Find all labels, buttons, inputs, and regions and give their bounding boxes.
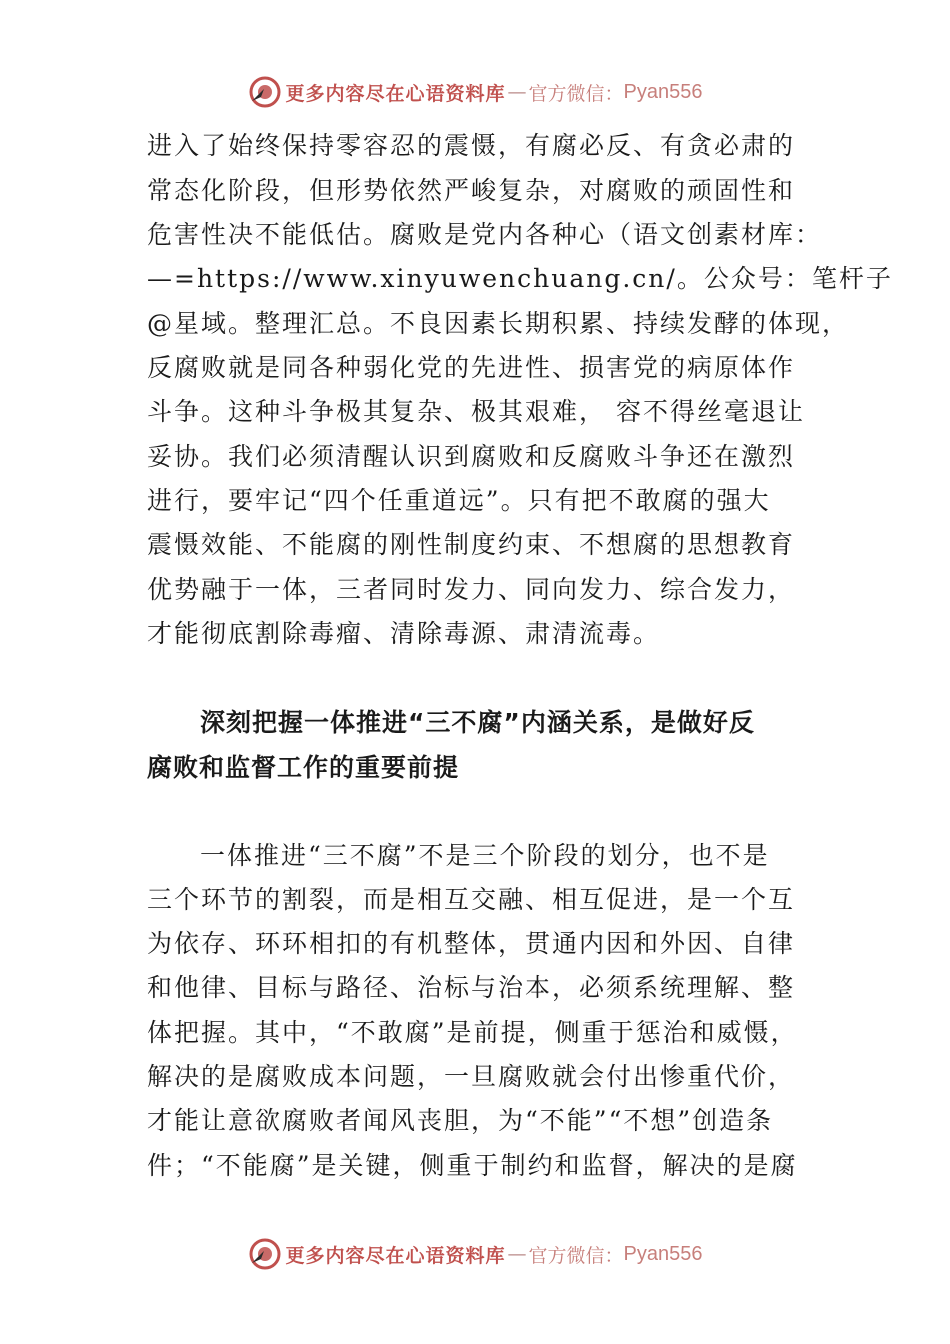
watermark-dash: — <box>507 81 527 103</box>
text-line: 进入了始终保持零容忍的震慑，有腐必反、有贪必肃的 <box>147 131 796 160</box>
watermark-sub-text: 官方微信： <box>528 82 624 105</box>
text-line: 反腐败就是同各种弱化党的先进性、损害党的病原体作 <box>147 353 796 382</box>
text-line: 解决的是腐败成本问题，一旦腐败就会付出惨重代价， <box>147 1062 796 1091</box>
brand-logo-icon <box>248 75 282 109</box>
text-line: 危害性决不能低估。腐败是党内各种心（语文创素材库： <box>147 220 823 249</box>
heading-line: 腐败和监督工作的重要前提 <box>147 753 460 782</box>
text-line: 件；“不能腐”是关键，侧重于制约和监督，解决的是腐 <box>147 1151 798 1180</box>
watermark-main-text: 更多内容尽在心语资料库 <box>285 1244 506 1267</box>
text-line: 和他律、目标与路径、治标与治本，必须系统理解、整 <box>147 973 796 1002</box>
text-line: 震慑效能、不能腐的刚性制度约束、不想腐的思想教育 <box>147 530 796 559</box>
text-line: 妥协。我们必须清醒认识到腐败和反腐败斗争还在激烈 <box>147 442 796 471</box>
watermark-dash: — <box>507 1243 527 1265</box>
text-line: 斗争。这种斗争极其复杂、极其艰难， 容不得丝毫退让 <box>147 397 805 426</box>
text-line: 常态化阶段，但形势依然严峻复杂，对腐败的顽固性和 <box>147 176 796 205</box>
text-line: 才能彻底割除毒瘤、清除毒源、肃清流毒。 <box>147 619 661 648</box>
text-line: 才能让意欲腐败者闻风丧胆，为“不能”“不想”创造条 <box>147 1106 774 1135</box>
text-line: @星域。整理汇总。不良因素长期积累、持续发酵的体现， <box>147 309 850 338</box>
watermark-wechat-id: Pyan556 <box>623 1242 703 1265</box>
text-line: 优势融于一体，三者同时发力、同向发力、综合发力， <box>147 575 796 604</box>
text-line: 三个环节的割裂，而是相互交融、相互促进，是一个互 <box>147 885 796 914</box>
text-line: —=https://www.xinyuwenchuang.cn/。公众号：笔杆子 <box>147 264 893 293</box>
heading-line: 深刻把握一体推进“三不腐”内涵关系，是做好反 <box>200 708 755 737</box>
text-line: 为依存、环环相扣的有机整体，贯通内因和外因、自律 <box>147 929 796 958</box>
watermark-sub-text: 官方微信： <box>528 1244 624 1267</box>
watermark-banner-bottom <box>0 1232 950 1276</box>
watermark-wechat-id: Pyan556 <box>623 80 703 103</box>
brand-logo-icon <box>248 1237 282 1271</box>
text-line: 进行，要牢记“四个任重道远”。只有把不敢腐的强大 <box>147 486 771 515</box>
watermark-banner-top <box>0 70 950 114</box>
text-line: 体把握。其中，“不敢腐”是前提，侧重于惩治和威慑， <box>147 1018 798 1047</box>
watermark-main-text: 更多内容尽在心语资料库 <box>285 82 506 105</box>
text-line: 一体推进“三不腐”不是三个阶段的划分，也不是 <box>200 841 770 870</box>
